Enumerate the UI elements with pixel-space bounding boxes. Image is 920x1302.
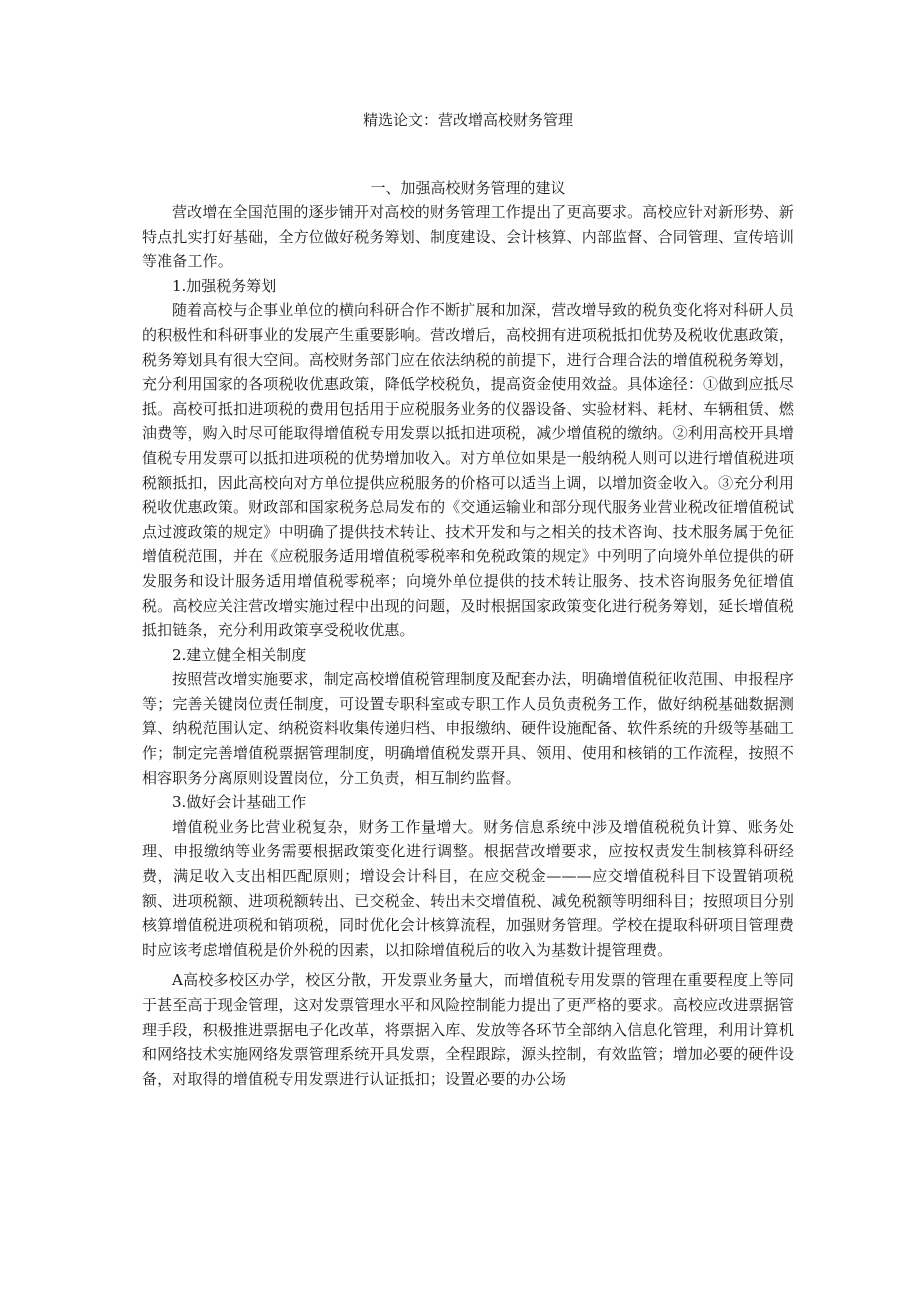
document-title: 精选论文：营改增高校财务管理 xyxy=(362,111,573,129)
subheading-tax-planning: 1.加强税务筹划 xyxy=(172,276,277,295)
subheading-regulations: 2.建立健全相关制度 xyxy=(172,645,307,664)
paragraph-invoice-management: A高校多校区办学，校区分散，开发票业务量大，而增值税专用发票的管理在重要程度上等同于甚至高于现金管理，这对发票管理水平和风险控制能力提出了更严格的要求。高校应改进票据管理手段，积极推进票据电子化改革，将票据入库、发放等各环节全部纳入信息化管理，利用计算机和网络技术实施网络发票管理系统开具发票，全程跟踪，源头控制，有效监管；增加必要的硬件设备，对取得的增值税专用发票进行认证抵扣；设置必要的办公场 xyxy=(142,971,794,1088)
document-page xyxy=(142,108,794,1091)
intro-paragraph: 营改增在全国范围的逐步铺开对高校的财务管理工作提出了更高要求。高校应针对新形势、新特点扎实打好基础，全方位做好税务筹划、制度建设、会计核算、内部监督、合同管理、宣传培训等准备工作。 xyxy=(142,203,794,271)
paragraph-regulations: 按照营改增实施要求，制定高校增值税管理制度及配套办法，明确增值税征收范围、申报程序等；完善关键岗位责任制度，可设置专职科室或专职工作人员负责税务工作，做好纳税基础数据测算、纳税范围认定、纳税资料收集传递归档、申报缴纳、硬件设施配备、软件系统的升级等基础工作；制定完善增值税票据管理制度，明确增值税发票开具、领用、使用和核销的工作流程，按照不相容职务分离原则设置岗位，分工负责，相互制约监督。 xyxy=(142,670,794,787)
paragraph-tax-planning: 随着高校与企事业单位的横向科研合作不断扩展和加深，营改增导致的税负变化将对科研人员的积极性和科研事业的发展产生重要影响。营改增后，高校拥有进项税抵扣优势及税收优惠政策，税务筹划具有很大空间。高校财务部门应在依法纳税的前提下，进行合理合法的增值税税务筹划，充分利用国家的各项税收优惠政策，降低学校税负，提高资金使用效益。具体途径：①做到应抵尽抵。高校可抵扣进项税的费用包括用于应税服务业务的仪器设备、实验材料、耗材、车辆租赁、燃油费等，购入时尽可能取得增值税专用发票以抵扣进项税，减少增值税的缴纳。②利用高校开具增值税专用发票可以抵扣进项税的优势增加收入。对方单位如果是一般纳税人则可以进行增值税进项税额抵扣，因此高校向对方单位提供应税服务的价格可以适当上调，以增加资金收入。③充分利用税收优惠政策。财政部和国家税务总局发布的《交通运输业和部分现代服务业营业税改征增值税试点过渡政策的规定》中明确了提供技术转让、技术开发和与之相关的技术咨询、技术服务属于免征增值税范围，并在《应税服务适用增值税零税率和免税政策的规定》中列明了向境外单位提供的研发服务和设计服务适用增值税零税率；向境外单位提供的技术转让服务、技术咨询服务免征增值税。高校应关注营改增实施过程中出现的问题，及时根据国家政策变化进行税务筹划，延长增值税抵扣链条，充分利用政策享受税收优惠。 xyxy=(142,301,794,640)
paragraph-accounting: 增值税业务比营业税复杂，财务工作量增大。财务信息系统中涉及增值税税负计算、账务处理、申报缴纳等业务需要根据政策变化进行调整。根据营改增要求，应按权责发生制核算科研经费，满足收入支出相匹配原则；增设会计科目，在应交税金———应交增值税科目下设置销项税额、进项税额、进项税额转出、已交税金、转出未交增值税、减免税额等明细科目；按照项目分别核算增值税进项税和销项税，同时优化会计核算流程，加强财务管理。学校在提取科研项目管理费时应该考虑增值税是价外税的因素，以扣除增值税后的收入为基数计提管理费。 xyxy=(142,817,794,959)
subheading-accounting: 3.做好会计基础工作 xyxy=(172,793,307,812)
section-heading: 一、加强高校财务管理的建议 xyxy=(370,179,566,197)
